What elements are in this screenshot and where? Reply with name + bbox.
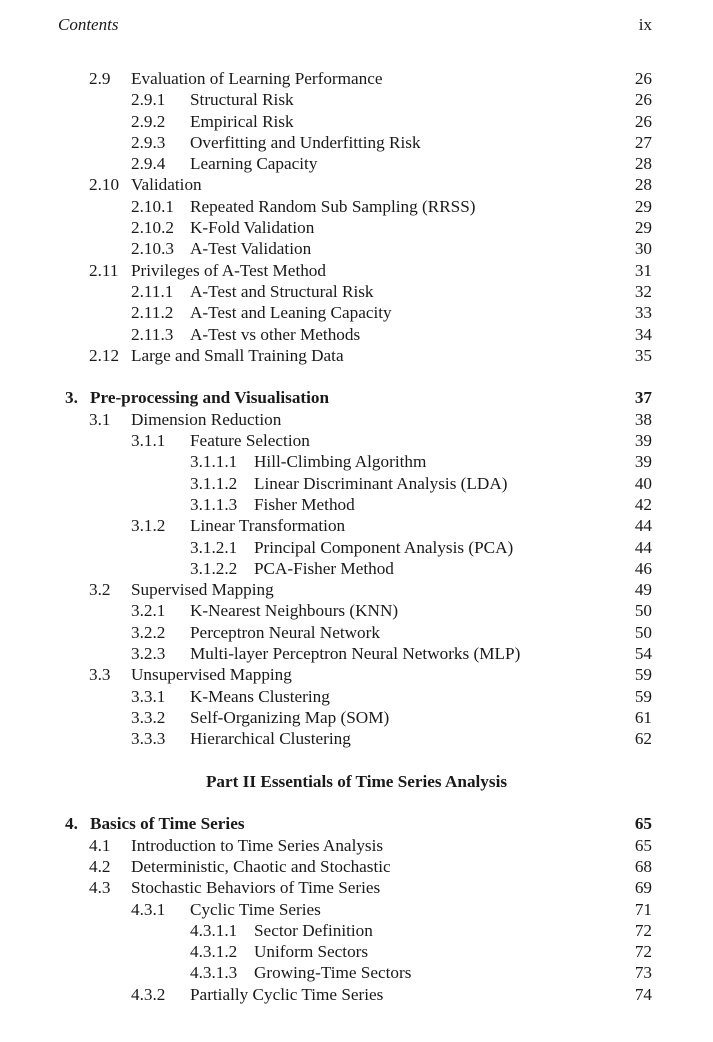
toc-entry[interactable] xyxy=(0,835,713,856)
entry-title: Validation xyxy=(131,175,202,195)
entry-number: 3.1.1 xyxy=(131,431,166,451)
entry-page: 39 xyxy=(634,452,652,472)
part-heading[interactable] xyxy=(0,771,713,792)
toc-entry[interactable] xyxy=(0,494,713,515)
entry-title: Privileges of A-Test Method xyxy=(131,260,326,280)
entry-number: 4.3.1 xyxy=(131,899,166,919)
entry-title: Linear Discriminant Analysis (LDA) xyxy=(254,473,508,493)
toc-entry[interactable] xyxy=(0,537,713,558)
entry-title: Partially Cyclic Time Series xyxy=(190,984,384,1004)
toc-entry[interactable] xyxy=(0,196,713,217)
entry-page: 40 xyxy=(634,473,652,493)
entry-number: 4.3 xyxy=(89,878,111,898)
entry-number: 4.1 xyxy=(89,835,111,855)
toc-entry[interactable] xyxy=(0,920,713,941)
entry-title: Sector Definition xyxy=(254,920,373,940)
entry-title: Repeated Random Sub Sampling (RRSS) xyxy=(190,196,476,216)
entry-title: Growing-Time Sectors xyxy=(254,963,412,983)
entry-title: A-Test Validation xyxy=(190,239,312,259)
entry-title: Perceptron Neural Network xyxy=(190,622,380,642)
toc-entry[interactable] xyxy=(0,962,713,983)
entry-number: 4.2 xyxy=(89,856,111,876)
entry-page: 39 xyxy=(634,431,652,451)
entry-page: 73 xyxy=(634,963,652,983)
toc-entry[interactable] xyxy=(0,302,713,323)
entry-title: A-Test and Leaning Capacity xyxy=(190,303,392,323)
toc-entry[interactable] xyxy=(0,238,713,259)
entry-number: 2.10.1 xyxy=(131,196,174,216)
entry-title: K-Means Clustering xyxy=(190,686,330,706)
entry-title: PCA-Fisher Method xyxy=(254,558,394,578)
entry-number: 2.11.2 xyxy=(131,303,174,323)
entry-page: 49 xyxy=(634,580,652,600)
entry-number: 3.1.1.1 xyxy=(190,452,238,472)
entry-page: 65 xyxy=(634,835,652,855)
entry-page: 32 xyxy=(634,281,652,301)
entry-title: K-Fold Validation xyxy=(190,218,315,238)
entry-page: 68 xyxy=(634,856,652,876)
entry-page: 26 xyxy=(634,90,652,110)
toc-entry[interactable] xyxy=(0,579,713,600)
entry-number: 2.10.2 xyxy=(131,218,174,238)
toc-entry[interactable] xyxy=(0,515,713,536)
entry-page: 74 xyxy=(634,984,652,1004)
toc-entry[interactable] xyxy=(0,260,713,281)
toc-entry[interactable] xyxy=(0,707,713,728)
entry-title: Unsupervised Mapping xyxy=(131,665,292,685)
entry-title: Uniform Sectors xyxy=(254,942,369,962)
entry-number: 3.1.2.1 xyxy=(190,537,238,557)
entry-title: Empirical Risk xyxy=(190,111,294,131)
entry-number: 4. xyxy=(65,814,78,834)
entry-title: Learning Capacity xyxy=(190,154,318,174)
entry-title: Structural Risk xyxy=(190,90,294,110)
entry-title: Evaluation of Learning Performance xyxy=(131,69,383,88)
entry-page: 37 xyxy=(634,388,652,408)
entry-title: Introduction to Time Series Analysis xyxy=(131,835,384,855)
entry-title: Part II Essentials of Time Series Analysis xyxy=(205,771,508,791)
entry-title: Feature Selection xyxy=(190,431,310,451)
entry-number: 2.12 xyxy=(89,345,120,365)
entry-page: 71 xyxy=(634,899,652,919)
toc-chapter-entry[interactable] xyxy=(0,387,713,408)
entry-page: 35 xyxy=(634,345,652,365)
entry-number: 3.3.1 xyxy=(131,686,166,706)
running-header-title: Contents xyxy=(58,15,119,34)
entry-title: Stochastic Behaviors of Time Series xyxy=(131,878,381,898)
entry-title: A-Test vs other Methods xyxy=(190,324,361,344)
entry-page: 27 xyxy=(634,132,652,152)
toc-entry[interactable] xyxy=(0,174,713,195)
entry-page: 50 xyxy=(634,601,652,621)
entry-page: 29 xyxy=(634,218,652,238)
entry-number: 3.1.2 xyxy=(131,516,166,536)
entry-number: 3.3.3 xyxy=(131,729,166,749)
toc-entry[interactable] xyxy=(0,89,713,110)
entry-number: 4.3.1.1 xyxy=(190,920,238,940)
entry-page: 44 xyxy=(634,537,652,557)
toc-chapter-entry[interactable] xyxy=(0,813,713,834)
entry-title: Pre-processing and Visualisation xyxy=(90,388,330,408)
toc-entry[interactable] xyxy=(0,217,713,238)
entry-page: 26 xyxy=(634,69,652,88)
toc-entry[interactable] xyxy=(0,856,713,877)
entry-title: Deterministic, Chaotic and Stochastic xyxy=(131,856,391,876)
toc-entry[interactable] xyxy=(0,899,713,920)
toc-entry[interactable] xyxy=(0,153,713,174)
entry-page: 33 xyxy=(634,303,652,323)
entry-page: 69 xyxy=(634,878,652,898)
entry-page: 59 xyxy=(634,665,652,685)
entry-page: 31 xyxy=(634,260,652,280)
toc-entry[interactable] xyxy=(0,324,713,345)
entry-page: 34 xyxy=(634,324,652,344)
entry-number: 3.3.2 xyxy=(131,707,166,727)
entry-title: Multi-layer Perceptron Neural Networks (MLP) xyxy=(190,644,521,664)
entry-page: 59 xyxy=(634,686,652,706)
entry-number: 3. xyxy=(65,388,78,408)
entry-page: 72 xyxy=(634,942,652,962)
entry-title: Self-Organizing Map (SOM) xyxy=(190,707,390,727)
entry-number: 2.10 xyxy=(89,175,120,195)
entry-page: 65 xyxy=(634,814,652,834)
toc-entry[interactable] xyxy=(0,345,713,366)
entry-number: 2.9.4 xyxy=(131,154,166,174)
toc-entry[interactable] xyxy=(0,281,713,302)
entry-number: 4.3.1.3 xyxy=(190,963,238,983)
entry-number: 2.9.3 xyxy=(131,132,166,152)
entry-number: 2.10.3 xyxy=(131,239,174,259)
toc-entry[interactable] xyxy=(0,68,713,89)
entry-number: 3.2 xyxy=(89,580,111,600)
entry-number: 2.11 xyxy=(89,260,119,280)
entry-title: Cyclic Time Series xyxy=(190,899,321,919)
entry-number: 3.1.1.2 xyxy=(190,473,238,493)
entry-page: 42 xyxy=(634,494,652,514)
entry-title: Overfitting and Underfitting Risk xyxy=(190,132,421,152)
toc-entry[interactable] xyxy=(0,664,713,685)
entry-page: 26 xyxy=(634,111,652,131)
toc-entry[interactable] xyxy=(0,451,713,472)
entry-title: Principal Component Analysis (PCA) xyxy=(254,537,514,557)
entry-page: 72 xyxy=(634,920,652,940)
entry-title: Dimension Reduction xyxy=(131,409,282,429)
entry-number: 2.9.2 xyxy=(131,111,166,131)
entry-page: 50 xyxy=(634,622,652,642)
entry-number: 2.9.1 xyxy=(131,90,166,110)
entry-number: 2.9 xyxy=(89,69,111,88)
toc-entry[interactable] xyxy=(0,409,713,430)
entry-number: 2.11.1 xyxy=(131,281,174,301)
entry-page: 29 xyxy=(634,196,652,216)
page-number: ix xyxy=(638,15,652,34)
entry-title: Large and Small Training Data xyxy=(131,345,344,365)
toc-entry[interactable] xyxy=(0,600,713,621)
toc-entry[interactable] xyxy=(0,430,713,451)
entry-page: 46 xyxy=(634,558,652,578)
entry-number: 4.3.2 xyxy=(131,984,166,1004)
entry-title: Basics of Time Series xyxy=(90,814,245,834)
entry-page: 54 xyxy=(634,644,652,664)
entry-number: 3.1 xyxy=(89,409,111,429)
entry-page: 44 xyxy=(634,516,652,536)
toc-entry[interactable] xyxy=(0,984,713,1005)
entry-number: 2.11.3 xyxy=(131,324,174,344)
toc-entry[interactable] xyxy=(0,686,713,707)
entry-page: 28 xyxy=(634,175,652,195)
toc-entry[interactable] xyxy=(0,643,713,664)
entry-number: 3.1.2.2 xyxy=(190,558,238,578)
entry-title: Linear Transformation xyxy=(190,516,346,536)
entry-title: Hill-Climbing Algorithm xyxy=(254,452,427,472)
toc-entry[interactable] xyxy=(0,132,713,153)
toc-entry[interactable] xyxy=(0,622,713,643)
entry-page: 28 xyxy=(634,154,652,174)
entry-page: 62 xyxy=(634,729,652,749)
entry-number: 4.3.1.2 xyxy=(190,942,238,962)
entry-title: Fisher Method xyxy=(254,494,355,514)
toc-entry[interactable] xyxy=(0,877,713,898)
entry-number: 3.2.1 xyxy=(131,601,166,621)
toc-entry[interactable] xyxy=(0,558,713,579)
entry-number: 3.2.3 xyxy=(131,644,166,664)
entry-number: 3.2.2 xyxy=(131,622,166,642)
entry-title: K-Nearest Neighbours (KNN) xyxy=(190,601,399,621)
entry-number: 3.1.1.3 xyxy=(190,494,238,514)
toc-entry[interactable] xyxy=(0,473,713,494)
toc-entry[interactable] xyxy=(0,941,713,962)
entry-page: 61 xyxy=(634,707,652,727)
toc-entry[interactable] xyxy=(0,728,713,749)
entry-title: Hierarchical Clustering xyxy=(190,729,351,749)
entry-number: 3.3 xyxy=(89,665,111,685)
table-of-contents xyxy=(0,68,713,1005)
entry-page: 30 xyxy=(634,239,652,259)
entry-title: Supervised Mapping xyxy=(131,580,274,600)
entry-title: A-Test and Structural Risk xyxy=(190,281,374,301)
entry-page: 38 xyxy=(634,409,652,429)
toc-entry[interactable] xyxy=(0,111,713,132)
